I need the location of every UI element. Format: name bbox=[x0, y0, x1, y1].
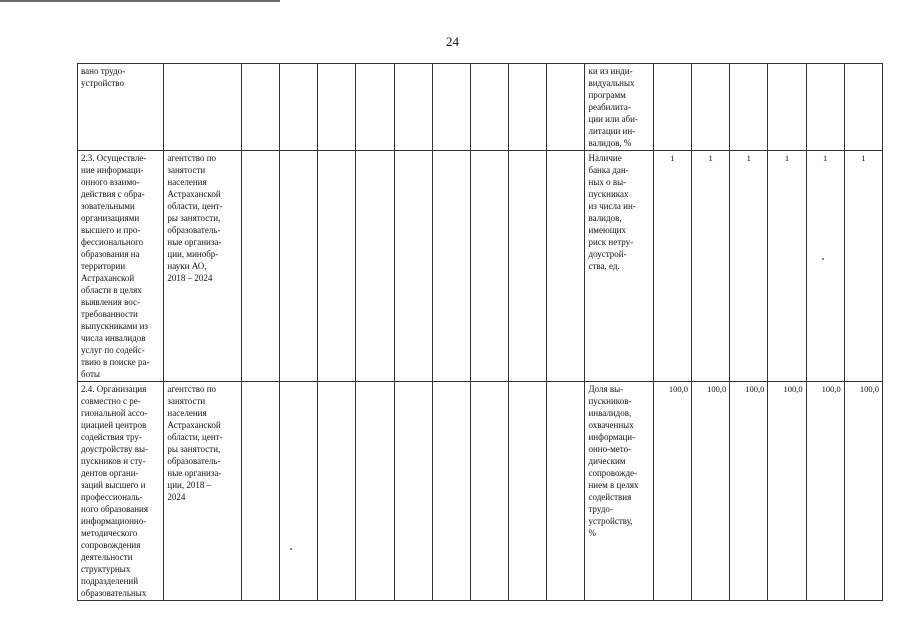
value-cell bbox=[730, 64, 768, 151]
event-cell: вано трудо- устройство bbox=[78, 64, 164, 151]
empty-cell bbox=[547, 151, 585, 382]
empty-cell bbox=[547, 64, 585, 151]
event-cell: 2.4. Организация совместно с ре- гиональной ассо- циацией центров содействия тру- доустройству вы- пускников и сту- дентов органи- заций высшего и профессиональ- ного образования информационно- методического сопровождения деятельности структурных подразделений образовательных bbox=[78, 382, 164, 601]
empty-cell bbox=[470, 151, 508, 382]
value-cell: 1 bbox=[844, 151, 882, 382]
value-cell: 1 bbox=[768, 151, 806, 382]
empty-cell bbox=[394, 382, 432, 601]
page-number: 24 bbox=[446, 34, 459, 49]
indicator-cell: Наличие банка дан- ных о вы- пускниках из числа ин- валидов, имеющих риск нетру- доустрой- ства, ед. bbox=[585, 151, 653, 382]
scan-speck bbox=[290, 548, 292, 550]
value-cell: 100,0 bbox=[806, 382, 844, 601]
empty-cell bbox=[470, 382, 508, 601]
empty-cell bbox=[432, 64, 470, 151]
empty-cell bbox=[509, 151, 547, 382]
empty-cell bbox=[470, 64, 508, 151]
empty-cell bbox=[279, 64, 317, 151]
table-row bbox=[78, 151, 883, 382]
empty-cell bbox=[509, 382, 547, 601]
empty-cell bbox=[279, 151, 317, 382]
value-cell: 1 bbox=[806, 151, 844, 382]
program-table bbox=[77, 63, 883, 601]
empty-cell bbox=[241, 151, 279, 382]
empty-cell bbox=[432, 382, 470, 601]
empty-cell bbox=[279, 382, 317, 601]
value-cell: 100,0 bbox=[844, 382, 882, 601]
value-cell: 100,0 bbox=[768, 382, 806, 601]
scan-speck bbox=[822, 258, 824, 260]
executor-cell: агентство по занятости населения Астраханской области, цент- ры занятости, образователь- ные организа- ции, 2018 – 2024 bbox=[164, 382, 241, 601]
indicator-cell: Доля вы- пускников- инвалидов, охваченных информаци- онно-мето- дическим сопровожде- нием в целях содействия трудо- устройству, % bbox=[585, 382, 653, 601]
value-cell: 100,0 bbox=[692, 382, 730, 601]
empty-cell bbox=[432, 151, 470, 382]
value-cell: 1 bbox=[730, 151, 768, 382]
event-cell: 2.3. Осуществле- ние информаци- онного взаимо- действия с обра- зовательными организациями высшего и про- фессионального образования на территории Астраханской области в целях выявления вос- требованности выпускниками из числа инвалидов услуг по содейс- твию в поиске ра- боты bbox=[78, 151, 164, 382]
empty-cell bbox=[241, 64, 279, 151]
value-cell: 1 bbox=[653, 151, 691, 382]
value-cell bbox=[806, 64, 844, 151]
table-row bbox=[78, 382, 883, 601]
executor-cell: агентство по занятости населения Астраханской области, цент- ры занятости, образователь- ные организа- ции, минобр- науки АО, 2018 – 2024 bbox=[164, 151, 241, 382]
empty-cell bbox=[509, 64, 547, 151]
value-cell bbox=[692, 64, 730, 151]
value-cell: 100,0 bbox=[730, 382, 768, 601]
empty-cell bbox=[356, 382, 394, 601]
empty-cell bbox=[394, 151, 432, 382]
value-cell bbox=[653, 64, 691, 151]
table-row bbox=[78, 64, 883, 151]
empty-cell bbox=[394, 64, 432, 151]
empty-cell bbox=[547, 382, 585, 601]
empty-cell bbox=[356, 64, 394, 151]
indicator-cell: ки из инди- видуальных программ реабилита- ции или аби- литации ин- валидов, % bbox=[585, 64, 653, 151]
top-rule bbox=[0, 0, 280, 2]
empty-cell bbox=[356, 151, 394, 382]
empty-cell bbox=[318, 64, 356, 151]
value-cell bbox=[844, 64, 882, 151]
value-cell: 1 bbox=[692, 151, 730, 382]
value-cell bbox=[768, 64, 806, 151]
executor-cell bbox=[164, 64, 241, 151]
empty-cell bbox=[318, 382, 356, 601]
empty-cell bbox=[318, 151, 356, 382]
empty-cell bbox=[241, 382, 279, 601]
value-cell: 100,0 bbox=[653, 382, 691, 601]
